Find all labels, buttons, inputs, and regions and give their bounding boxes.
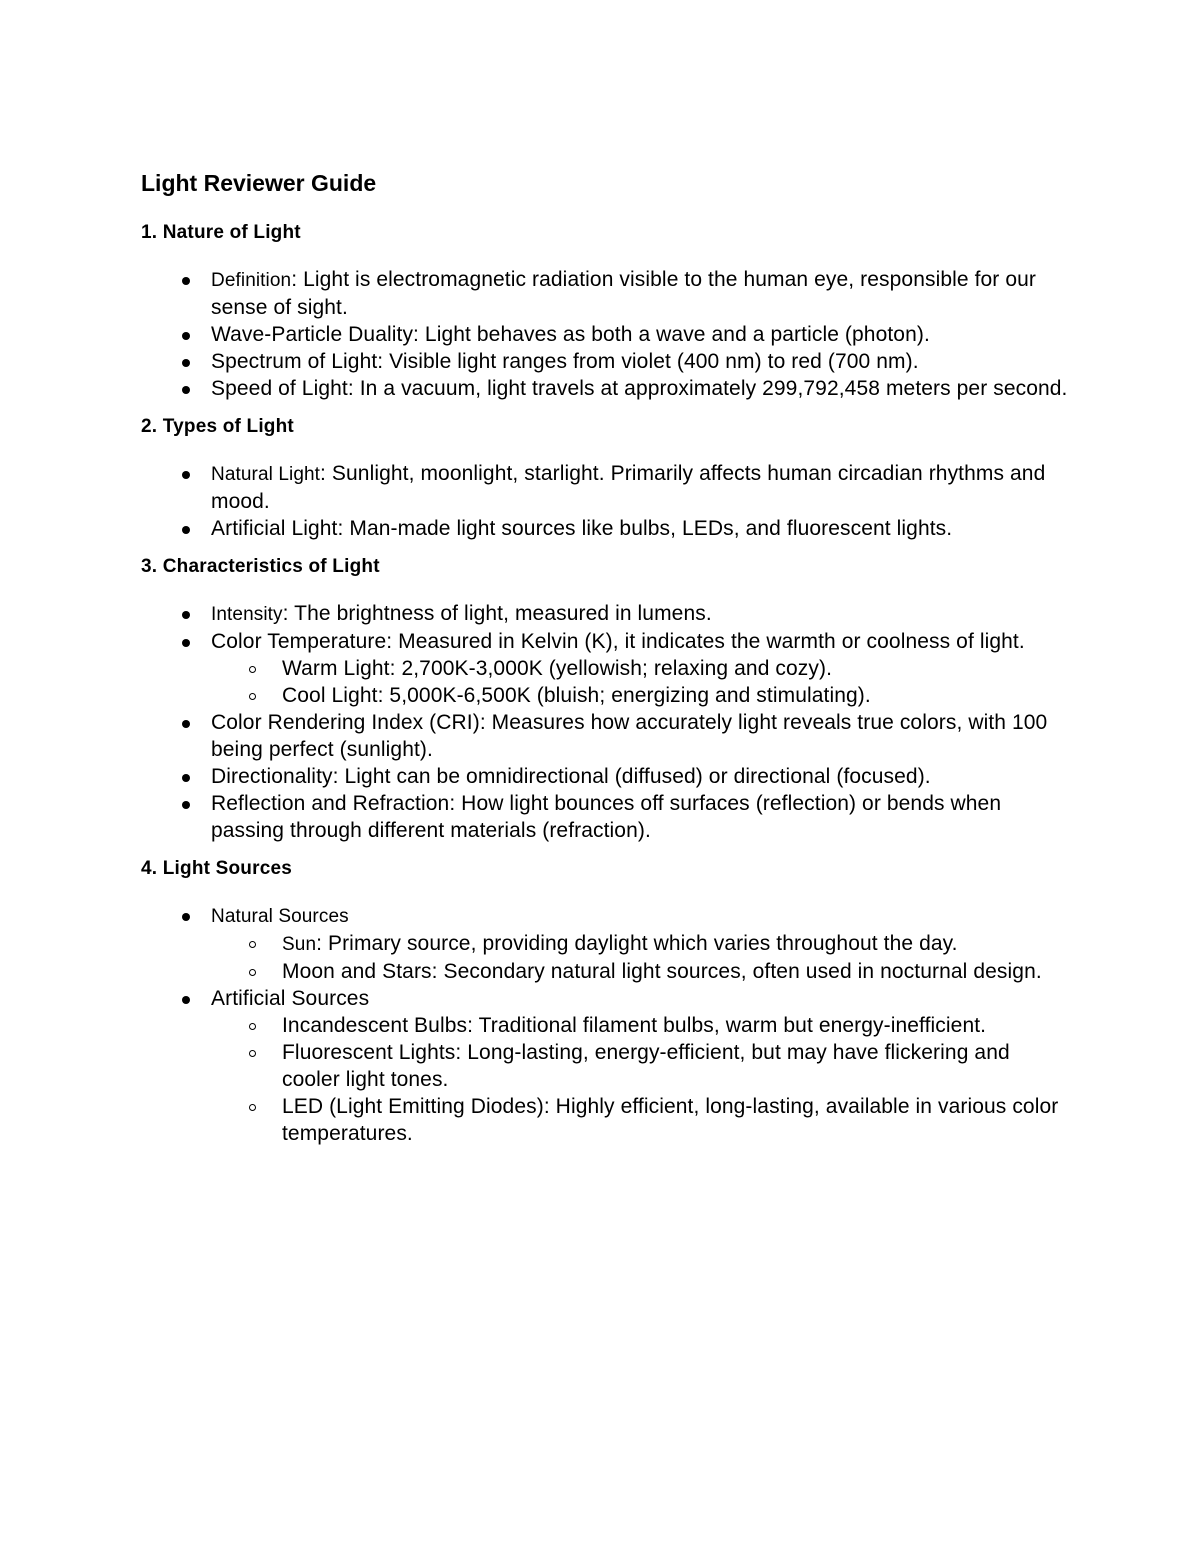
- document-title: Light Reviewer Guide: [141, 170, 377, 196]
- item-text: : 5,000K-6,500K (bluish; energizing and stimulating).: [377, 684, 871, 707]
- item-term: Wave-Particle Duality: [211, 323, 414, 346]
- bullet-icon: [182, 639, 190, 647]
- item-text: : Highly efficient, long-lasting, available in various color temperatures.: [282, 1095, 1059, 1145]
- item-term: Sun: [282, 934, 317, 955]
- sub-list: [211, 930, 1071, 985]
- section-types-of-light: [141, 414, 1071, 542]
- bullet-icon: [182, 359, 190, 367]
- list-item: [141, 375, 1071, 402]
- bullet-icon: [182, 720, 190, 728]
- section-heading: 1. Nature of Light: [141, 222, 301, 243]
- hollow-bullet-icon: [249, 941, 256, 948]
- item-text: : The brightness of light, measured in lumens.: [282, 602, 712, 625]
- bullet-icon: [182, 471, 190, 479]
- list-item: [141, 515, 1071, 542]
- hollow-bullet-icon: [249, 1023, 256, 1030]
- bullet-icon: [182, 526, 190, 534]
- list-item: [141, 763, 1071, 790]
- list-item: [141, 600, 1071, 628]
- section-heading: 2. Types of Light: [141, 416, 294, 437]
- item-text: : Traditional filament bulbs, warm but energy-inefficient.: [467, 1014, 987, 1037]
- bullet-icon: [182, 774, 190, 782]
- list-item: [141, 709, 1071, 763]
- item-text: : Light is electromagnetic radiation visible to the human eye, responsible for our sense of sight.: [211, 268, 1036, 319]
- item-term: Speed of Light: [211, 377, 348, 400]
- item-term: Spectrum of Light: [211, 350, 378, 373]
- item-text: : Measured in Kelvin (K), it indicates the warmth or coolness of light.: [386, 630, 1025, 653]
- item-text: : 2,700K-3,000K (yellowish; relaxing and cozy).: [389, 657, 833, 680]
- document-page: [141, 168, 1071, 1159]
- hollow-bullet-icon: [249, 969, 256, 976]
- item-text: : Long-lasting, energy-efficient, but may have flickering and cooler light tones.: [282, 1041, 1010, 1091]
- hollow-bullet-icon: [249, 693, 256, 700]
- item-text: : Measures how accurately light reveals true colors, with 100 being perfect (sunlight).: [211, 711, 1048, 761]
- sub-list-item: [210, 1012, 1071, 1039]
- item-term: Directionality: [211, 765, 333, 788]
- hollow-bullet-icon: [249, 1050, 256, 1057]
- bullet-icon: [182, 277, 190, 285]
- sub-list-item: [210, 958, 1071, 985]
- item-term: Moon and Stars: [282, 960, 432, 983]
- item-term: Natural Light: [211, 464, 321, 485]
- item-term: Intensity: [211, 604, 283, 625]
- section-nature-of-light: [141, 220, 1071, 402]
- section-characteristics-of-light: [141, 554, 1071, 844]
- list-item: [141, 628, 1071, 709]
- bullet-icon: [182, 332, 190, 340]
- item-term: Cool Light: [282, 684, 378, 707]
- hollow-bullet-icon: [249, 1104, 256, 1111]
- list-item: [141, 321, 1071, 348]
- item-term: Definition: [211, 270, 292, 291]
- list-item: [141, 348, 1071, 375]
- list-item: [141, 985, 1071, 1147]
- item-text: : Primary source, providing daylight which varies throughout the day.: [316, 932, 958, 955]
- bullet-list: [141, 266, 1071, 402]
- item-text: : Man-made light sources like bulbs, LEDs, and fluorescent lights.: [337, 517, 953, 540]
- sub-list-item: [210, 1093, 1071, 1147]
- bullet-list: [141, 460, 1071, 542]
- item-term: LED (Light Emitting Diodes): [282, 1095, 544, 1118]
- bullet-icon: [182, 386, 190, 394]
- item-text: : Sunlight, moonlight, starlight. Primarily affects human circadian rhythms and mood.: [211, 462, 1046, 513]
- item-term: Reflection and Refraction: [211, 792, 450, 815]
- item-text: : In a vacuum, light travels at approximately 299,792,458 meters per second.: [347, 377, 1068, 400]
- item-term: Color Temperature: [211, 630, 387, 653]
- section-heading: 3. Characteristics of Light: [141, 556, 380, 577]
- item-text: : How light bounces off surfaces (reflection) or bends when passing through different materials (refraction).: [211, 792, 1002, 842]
- item-term: Color Rendering Index (CRI): [211, 711, 480, 734]
- bullet-icon: [182, 801, 190, 809]
- item-term: Warm Light: [282, 657, 390, 680]
- section-light-sources: [141, 856, 1071, 1147]
- bullet-icon: [182, 996, 190, 1004]
- bullet-list: [141, 902, 1071, 1147]
- sub-list: [211, 1012, 1071, 1147]
- item-text: : Secondary natural light sources, often used in nocturnal design.: [431, 960, 1042, 983]
- item-text: : Light can be omnidirectional (diffused) or directional (focused).: [332, 765, 931, 788]
- bullet-list: [141, 600, 1071, 844]
- sub-list-item: [210, 1039, 1071, 1093]
- list-item: [141, 460, 1071, 515]
- sub-list-item: [210, 682, 1071, 709]
- item-term: Incandescent Bulbs: [282, 1014, 468, 1037]
- item-term: Artificial Sources: [211, 987, 370, 1010]
- list-item: [141, 266, 1071, 321]
- sub-list: [211, 655, 1071, 709]
- list-item: [141, 790, 1071, 844]
- item-term: Artificial Light: [211, 517, 338, 540]
- list-item: [141, 902, 1071, 985]
- sub-list-item: [210, 655, 1071, 682]
- item-term: Natural Sources: [211, 906, 349, 927]
- item-text: : Light behaves as both a wave and a particle (photon).: [413, 323, 930, 346]
- item-text: : Visible light ranges from violet (400 nm) to red (700 nm).: [377, 350, 919, 373]
- sub-list-item: [210, 930, 1071, 958]
- hollow-bullet-icon: [249, 666, 256, 673]
- item-term: Fluorescent Lights: [282, 1041, 456, 1064]
- bullet-icon: [182, 611, 190, 619]
- section-heading: 4. Light Sources: [141, 858, 293, 879]
- bullet-icon: [182, 913, 190, 921]
